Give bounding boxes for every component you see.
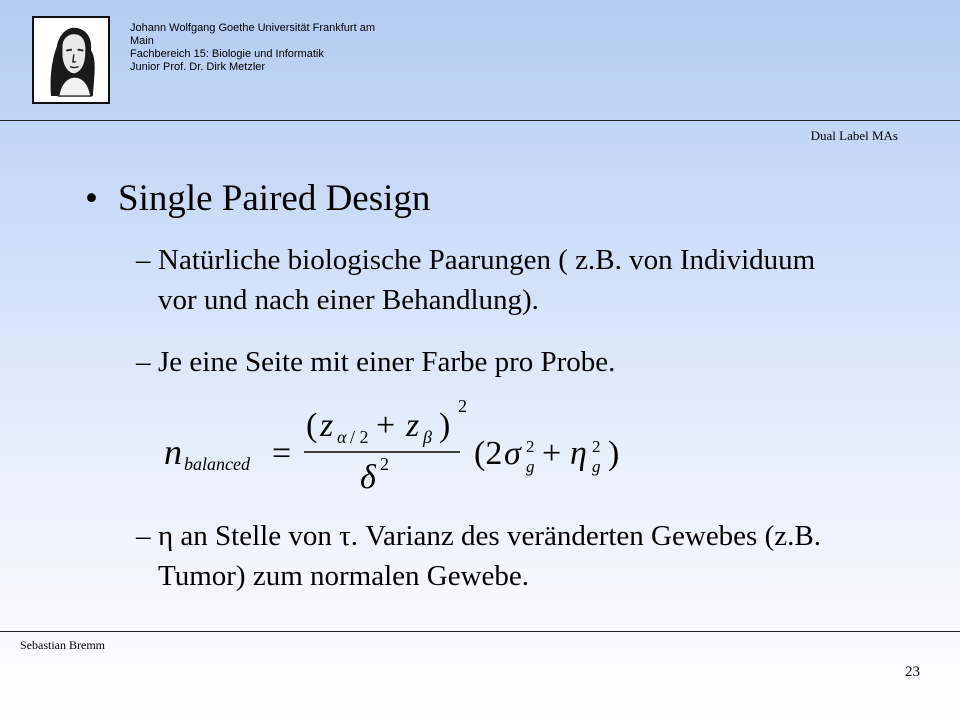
subpoint-dash: – [136,520,151,552]
svg-text:z: z [320,407,334,444]
institution-line-4: Junior Prof. Dr. Dirk Metzler [130,61,266,73]
svg-text:2: 2 [380,454,389,474]
subpoint-dash: – [136,244,151,276]
svg-text:(: ( [306,407,318,444]
svg-text:β: β [423,427,432,447]
svg-text:): ) [439,407,451,444]
svg-text:2: 2 [592,437,601,456]
svg-text:z: z [406,407,420,444]
main-bullet [85,177,430,220]
institution-line-2: Main [130,35,154,47]
svg-text:η: η [570,435,587,472]
svg-text:balanced: balanced [184,454,250,474]
institution-info [130,22,410,74]
subpoint-dash: – [136,346,151,378]
svg-text:g: g [592,457,601,476]
svg-text:+: + [542,435,562,472]
subpoint-3 [136,516,856,596]
goethe-portrait-icon [34,18,108,102]
svg-text:+: + [376,407,396,444]
svg-text:/ 2: / 2 [350,427,369,447]
svg-text:g: g [526,457,535,476]
svg-text:n: n [164,432,182,472]
subpoint-text: Natürliche biologische Paarungen ( z.B. von Individuum vor und nach einer Behandlung). [158,244,816,316]
author-name: Sebastian Bremm [20,638,105,652]
header-divider [0,120,960,121]
slide-topic: Dual Label MAs [810,128,898,143]
subpoint-2 [136,342,856,382]
svg-text:δ: δ [360,459,376,496]
subpoint-1 [136,240,856,320]
svg-text:2: 2 [526,437,535,456]
svg-text:2: 2 [458,396,467,416]
balanced-sample-size-formula [160,390,650,500]
svg-text:=: = [272,435,292,472]
subpoint-text: η an Stelle von τ. Varianz des veränderten Gewebes (z.B. Tumor) zum normalen Gewebe. [158,520,821,592]
svg-text:σ: σ [504,435,521,472]
svg-text:): ) [608,435,620,472]
subpoint-text: Je eine Seite mit einer Farbe pro Probe. [158,346,616,378]
footer-divider [0,631,960,632]
institution-line-3: Fachbereich 15: Biologie und Informatik [130,48,324,60]
bullet-dot: • [85,178,98,219]
svg-text:(2: (2 [474,435,503,472]
university-logo [32,16,110,104]
svg-text:α: α [337,427,347,447]
page-number: 23 [905,664,920,680]
institution-line-1: Johann Wolfgang Goethe Universität Frankfurt am [130,22,375,34]
main-bullet-text: Single Paired Design [118,178,431,219]
